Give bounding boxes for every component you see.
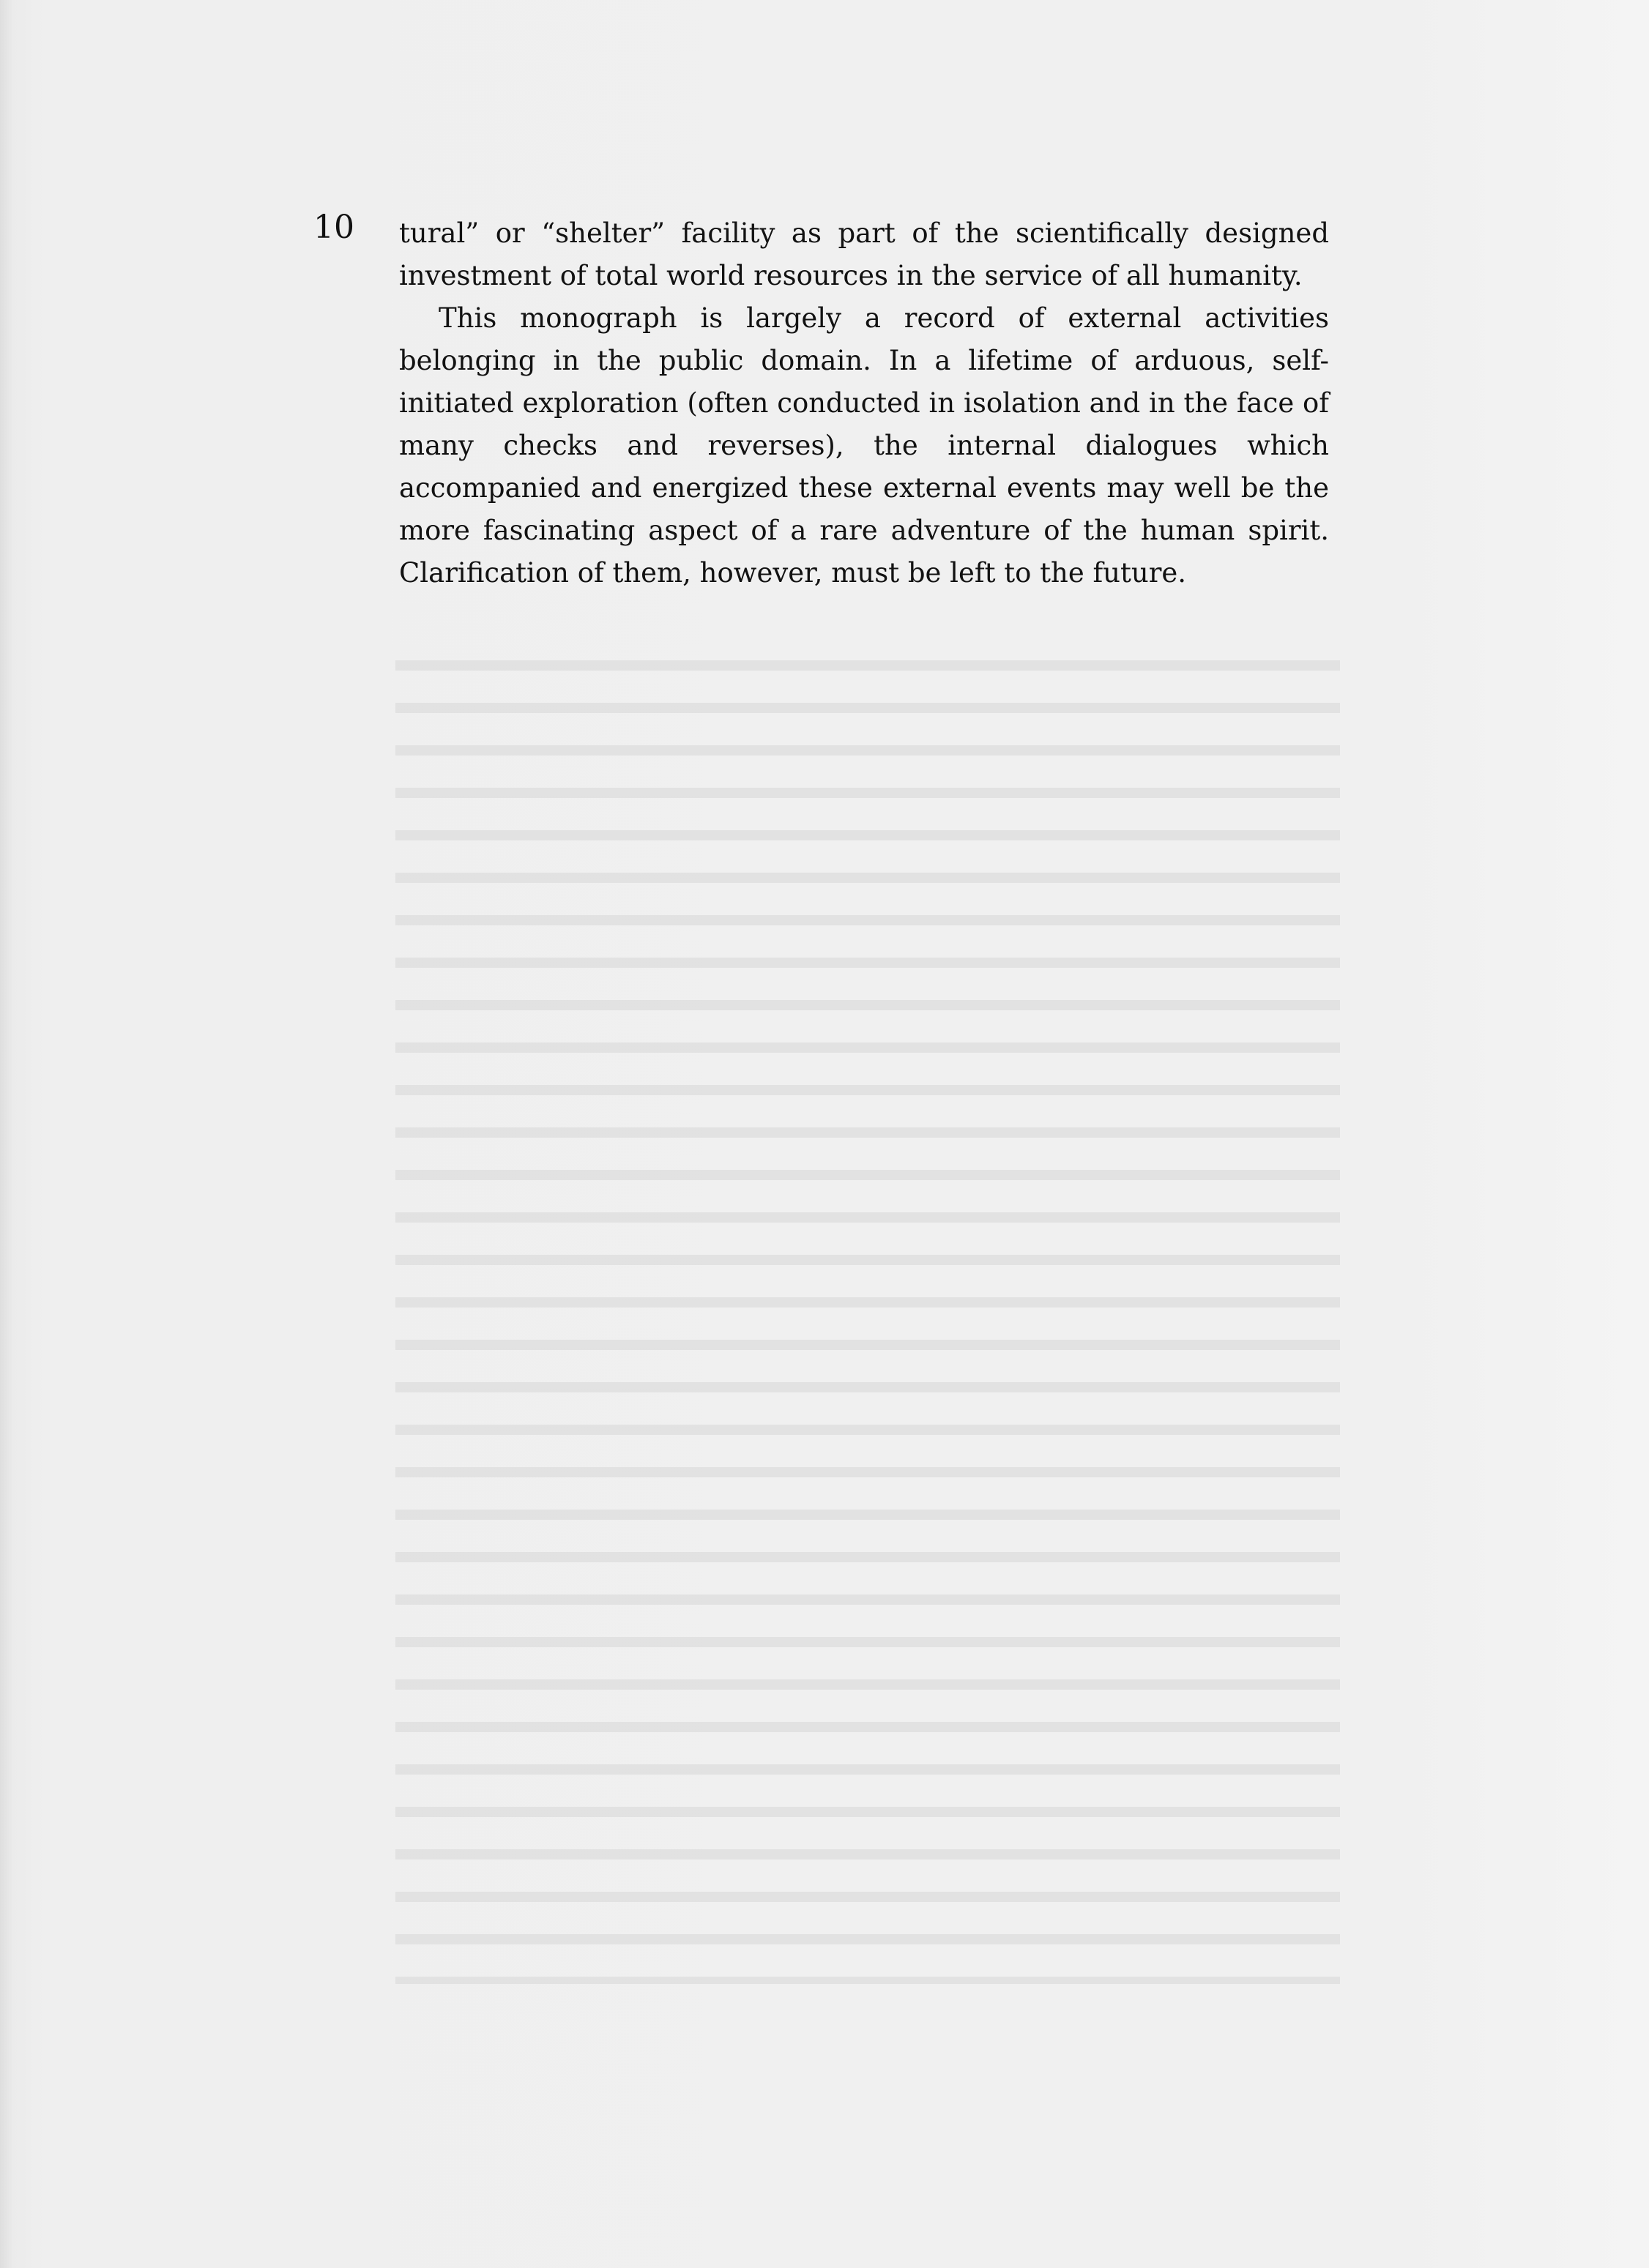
page-number: 10 [313, 209, 354, 246]
body-text [399, 212, 1329, 594]
show-through-text [395, 644, 1340, 1984]
paragraph-2: This monograph is largely a record of external activities belonging in the public domain. In a lifetime of arduous, self-initiated exploration (often conducted in isolation and in the face of many checks and reverses), the internal dialogues which accompanied and energized these external events may well be the more fascinating aspect of a rare adventure of the human spirit. Clarification of them, however, must be left to the future. [399, 302, 1329, 589]
paragraph-1: tural” or “shelter” facility as part of the scientifically designed investment of total world resources in the service of all humanity. [399, 217, 1329, 291]
